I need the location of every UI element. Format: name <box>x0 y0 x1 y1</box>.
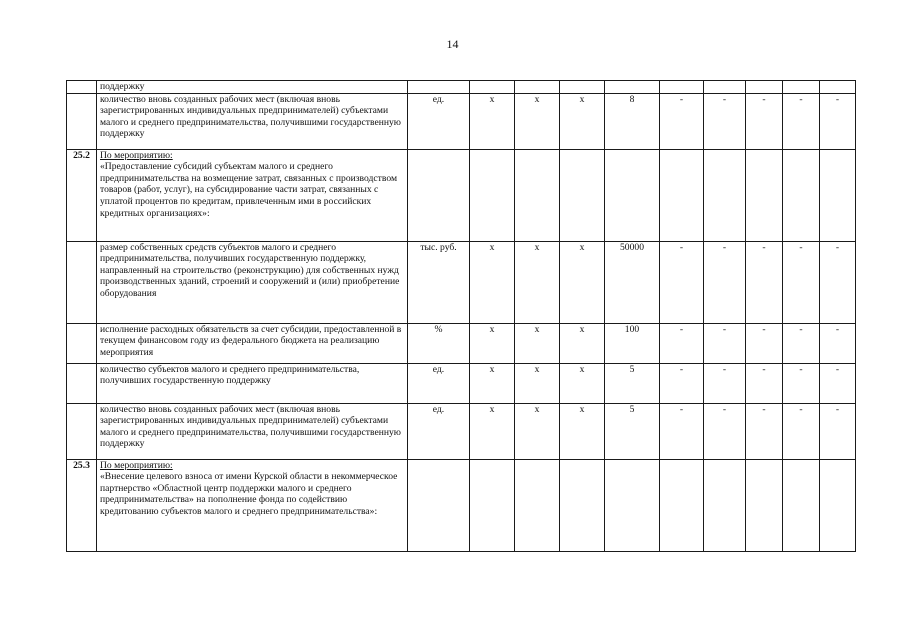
value-cell: х <box>515 363 560 403</box>
indicators-table <box>66 80 856 552</box>
table-row <box>67 149 856 241</box>
table-row <box>67 93 856 149</box>
table-row <box>67 363 856 403</box>
value-cell: х <box>560 323 605 363</box>
value-cell: - <box>783 323 820 363</box>
indicator-description: количество вновь созданных рабочих мест (включая вновь зарегистрированных индивидуальных предпринимателей) субъектами малого и среднего предпринимательства, получившими государственную поддержку <box>97 403 408 459</box>
value-cell: - <box>820 403 856 459</box>
value-cell: х <box>515 241 560 323</box>
value-cell <box>470 81 515 94</box>
unit-cell: ед. <box>408 403 470 459</box>
value-cell: х <box>515 323 560 363</box>
indicator-description: количество субъектов малого и среднего предпринимательства, получивших государственную поддержку <box>97 363 408 403</box>
unit-cell: ед. <box>408 93 470 149</box>
value-cell <box>746 459 783 551</box>
item-number: 25.3 <box>67 459 97 551</box>
value-cell: 8 <box>605 93 660 149</box>
value-cell: х <box>515 403 560 459</box>
value-cell: х <box>515 93 560 149</box>
value-cell <box>605 81 660 94</box>
value-cell: 50000 <box>605 241 660 323</box>
value-cell: - <box>820 323 856 363</box>
value-cell: - <box>746 363 783 403</box>
value-cell <box>605 149 660 241</box>
value-cell: - <box>660 403 704 459</box>
item-number <box>67 93 97 149</box>
item-number <box>67 363 97 403</box>
value-cell: х <box>470 363 515 403</box>
value-cell <box>515 459 560 551</box>
value-cell: х <box>560 241 605 323</box>
measure-heading: По мероприятию: <box>100 459 173 471</box>
item-number <box>67 403 97 459</box>
value-cell <box>660 459 704 551</box>
value-cell: х <box>470 403 515 459</box>
value-cell <box>470 459 515 551</box>
value-cell: - <box>820 93 856 149</box>
unit-cell: ед. <box>408 363 470 403</box>
indicator-description <box>97 149 408 241</box>
table-row <box>67 241 856 323</box>
value-cell <box>783 459 820 551</box>
value-cell: - <box>783 93 820 149</box>
value-cell <box>783 149 820 241</box>
value-cell: - <box>660 363 704 403</box>
page-number: 14 <box>446 37 459 51</box>
value-cell <box>820 459 856 551</box>
indicator-description: размер собственных средств субъектов малого и среднего предпринимательства, получивших государственную поддержку, направленный на строительство (реконструкцию) для собственных нужд производственных зданий, строений и сооружений и (или) приобретение оборудования <box>97 241 408 323</box>
value-cell: х <box>470 323 515 363</box>
value-cell <box>560 149 605 241</box>
value-cell: - <box>746 241 783 323</box>
value-cell: - <box>783 241 820 323</box>
indicator-description: исполнение расходных обязательств за счет субсидии, предоставленной в текущем финансовом году из федерального бюджета на реализацию мероприятия <box>97 323 408 363</box>
value-cell <box>820 81 856 94</box>
value-cell: х <box>470 241 515 323</box>
table-body <box>67 81 856 552</box>
table-row <box>67 459 856 551</box>
item-number <box>67 81 97 94</box>
value-cell <box>704 459 746 551</box>
value-cell <box>605 459 660 551</box>
value-cell <box>660 149 704 241</box>
value-cell <box>515 81 560 94</box>
value-cell: 5 <box>605 363 660 403</box>
table-row <box>67 403 856 459</box>
value-cell <box>820 149 856 241</box>
measure-heading: По мероприятию: <box>100 149 173 161</box>
unit-cell: % <box>408 323 470 363</box>
value-cell <box>470 149 515 241</box>
value-cell: 100 <box>605 323 660 363</box>
unit-cell <box>408 149 470 241</box>
value-cell: - <box>783 403 820 459</box>
item-number <box>67 241 97 323</box>
value-cell: - <box>660 323 704 363</box>
value-cell <box>704 149 746 241</box>
unit-cell: тыс. руб. <box>408 241 470 323</box>
value-cell <box>746 149 783 241</box>
value-cell: - <box>704 323 746 363</box>
value-cell: х <box>560 93 605 149</box>
value-cell: - <box>746 403 783 459</box>
value-cell: - <box>704 363 746 403</box>
value-cell: - <box>660 241 704 323</box>
value-cell <box>560 459 605 551</box>
item-number <box>67 323 97 363</box>
value-cell: - <box>704 93 746 149</box>
value-cell: - <box>704 403 746 459</box>
indicator-description <box>97 459 408 551</box>
table-row <box>67 81 856 94</box>
indicator-description: количество вновь созданных рабочих мест (включая вновь зарегистрированных индивидуальных предпринимателей) субъектами малого и среднего предпринимательства, получившими государственную поддержку <box>97 93 408 149</box>
value-cell <box>704 81 746 94</box>
value-cell: - <box>820 363 856 403</box>
value-cell: х <box>560 403 605 459</box>
unit-cell <box>408 459 470 551</box>
value-cell: х <box>560 363 605 403</box>
value-cell <box>660 81 704 94</box>
value-cell <box>783 81 820 94</box>
value-cell: - <box>820 241 856 323</box>
measure-text: «Внесение целевого взноса от имени Курской области в некоммерческое партнерство «Областной центр поддержки малого и среднего предпринимательства» на пополнение фонда по содействию кредитованию субъектов малого и среднего предпринимательства»: <box>100 471 398 517</box>
unit-cell <box>408 81 470 94</box>
item-number: 25.2 <box>67 149 97 241</box>
value-cell: - <box>660 93 704 149</box>
value-cell <box>515 149 560 241</box>
value-cell <box>560 81 605 94</box>
value-cell: - <box>746 323 783 363</box>
value-cell: - <box>746 93 783 149</box>
value-cell: х <box>470 93 515 149</box>
value-cell: - <box>783 363 820 403</box>
value-cell <box>746 81 783 94</box>
table-row <box>67 323 856 363</box>
value-cell: 5 <box>605 403 660 459</box>
indicator-description: поддержку <box>97 81 408 94</box>
measure-text: «Предоставление субсидий субъектам малого и среднего предпринимательства на возмещение затрат, связанных с производством товаров (работ, услуг), на субсидирование части затрат, связанных с уплатой процентов по кредитам, привлеченным ими в российских кредитных организациях»: <box>100 161 398 219</box>
value-cell: - <box>704 241 746 323</box>
